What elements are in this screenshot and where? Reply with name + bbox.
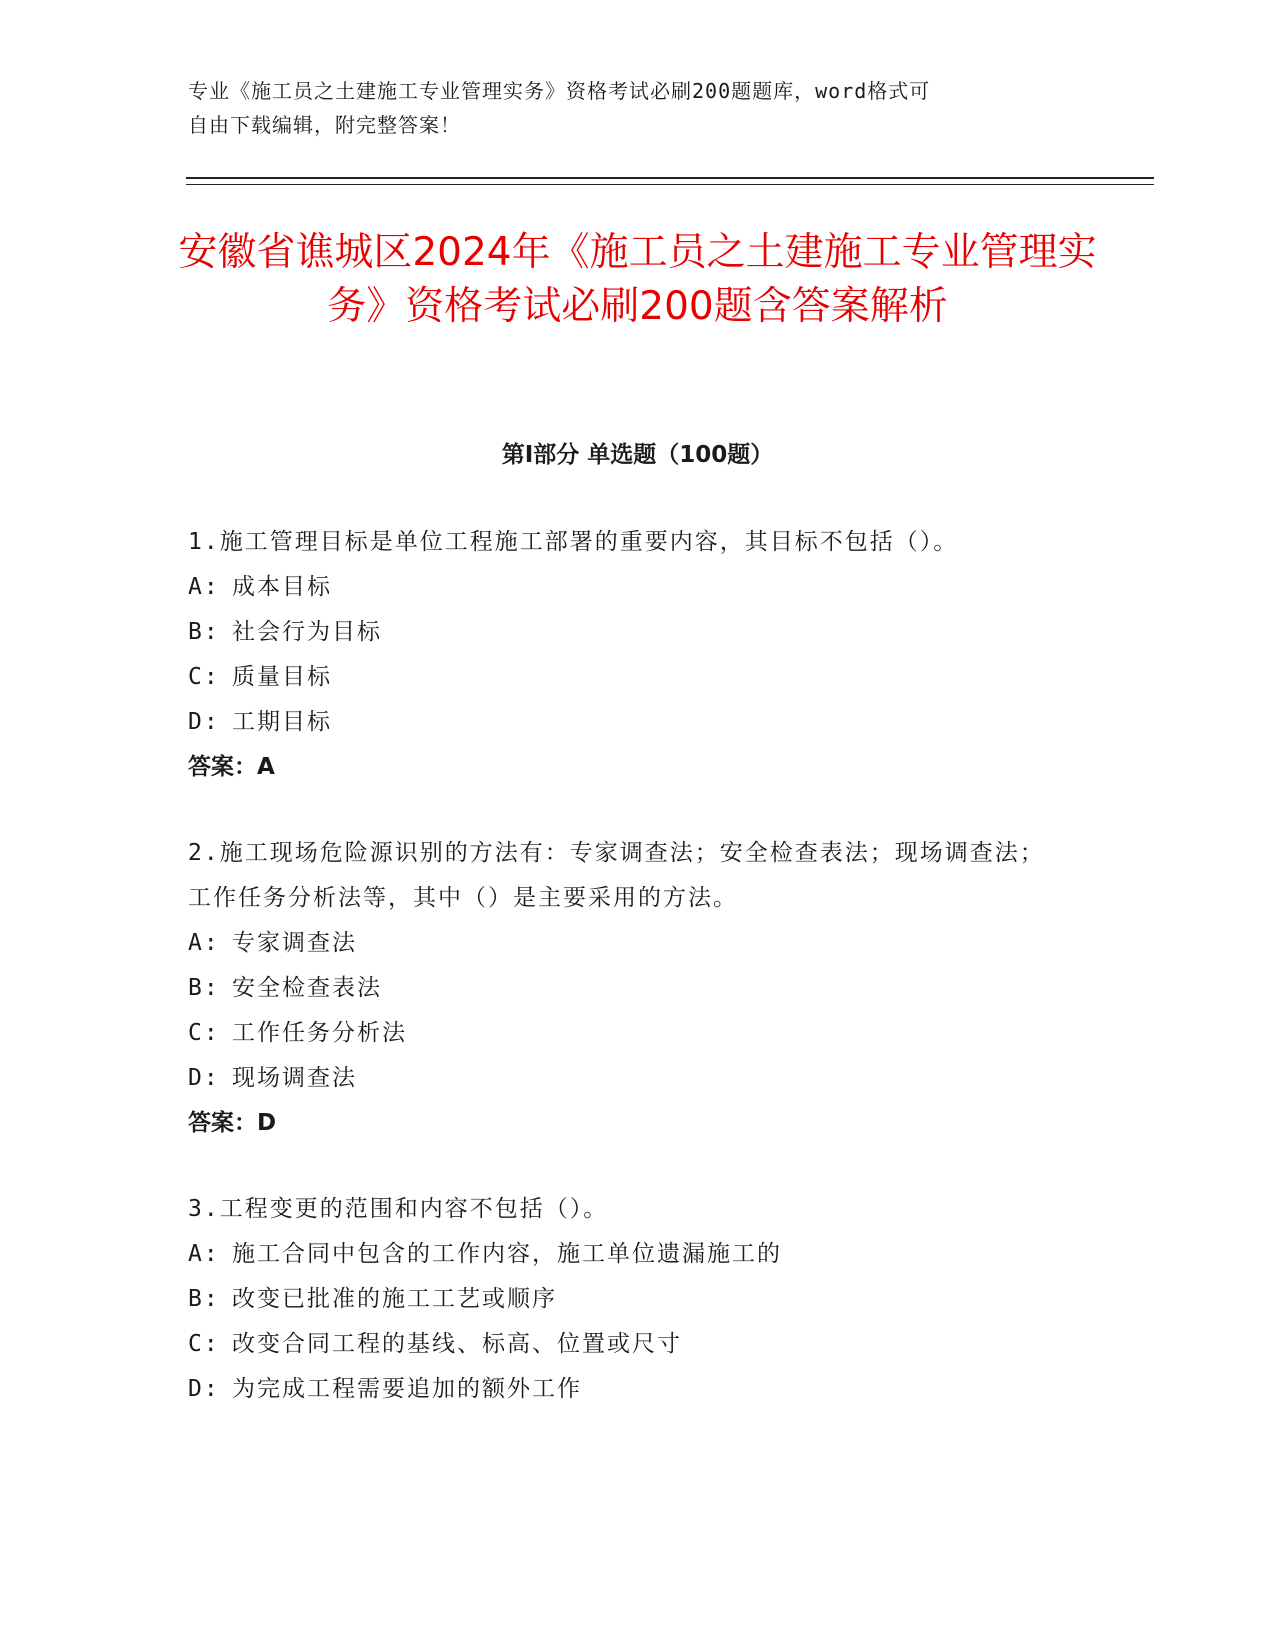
question-stem: 3.工程变更的范围和内容不包括（）。 <box>188 1196 609 1222</box>
option-key: A: <box>188 574 220 600</box>
option-d <box>188 1367 1068 1412</box>
option-b <box>188 1277 1068 1322</box>
option-key: C: <box>188 664 220 690</box>
option-text: 专家调查法 <box>232 930 357 956</box>
option-b <box>188 966 1068 1011</box>
option-text: 改变合同工程的基线、标高、位置或尺寸 <box>232 1331 682 1357</box>
option-a <box>188 1232 1068 1277</box>
question-item <box>188 831 1068 1146</box>
header-divider-thin <box>186 184 1154 185</box>
question-stem: 2.施工现场危险源识别的方法有：专家调查法；安全检查表法；现场调查法；工作任务分析法等，其中（）是主要采用的方法。 <box>188 840 1045 911</box>
answer-line: 答案：A <box>188 754 275 780</box>
option-text: 成本目标 <box>232 574 332 600</box>
option-key: C: <box>188 1331 220 1357</box>
option-text: 工作任务分析法 <box>232 1020 407 1046</box>
option-a <box>188 565 1068 610</box>
option-c <box>188 1011 1068 1056</box>
option-text: 现场调查法 <box>232 1065 357 1091</box>
question-item <box>188 1187 1068 1412</box>
option-b <box>188 610 1068 655</box>
document-title: 安徽省谯城区2024年《施工员之土建施工专业管理实务》资格考试必刷200题含答案解析 <box>178 230 1097 329</box>
header-divider-thick <box>186 177 1154 179</box>
option-text: 安全检查表法 <box>232 975 382 1001</box>
option-key: C: <box>188 1020 220 1046</box>
header-note-line-2: 自由下载编辑，附完整答案！ <box>188 113 461 137</box>
option-key: D: <box>188 709 220 735</box>
option-text: 施工合同中包含的工作内容，施工单位遗漏施工的 <box>232 1241 782 1267</box>
option-c <box>188 655 1068 700</box>
option-text: 社会行为目标 <box>232 619 382 645</box>
option-key: A: <box>188 930 220 956</box>
answer-line: 答案：D <box>188 1110 277 1136</box>
option-key: B: <box>188 975 220 1001</box>
question-list <box>188 520 1068 1453</box>
option-text: 工期目标 <box>232 709 332 735</box>
option-key: D: <box>188 1376 220 1402</box>
option-a <box>188 921 1068 966</box>
option-text: 改变已批准的施工工艺或顺序 <box>232 1286 557 1312</box>
option-c <box>188 1322 1068 1367</box>
option-d <box>188 700 1068 745</box>
option-text: 质量目标 <box>232 664 332 690</box>
option-key: B: <box>188 619 220 645</box>
header-note <box>188 74 1068 142</box>
option-d <box>188 1056 1068 1101</box>
option-key: A: <box>188 1241 220 1267</box>
option-key: D: <box>188 1065 220 1091</box>
option-text: 为完成工程需要追加的额外工作 <box>232 1376 582 1402</box>
section-title: 第I部分 单选题（100题） <box>501 442 774 468</box>
header-note-line-1: 专业《施工员之土建施工专业管理实务》资格考试必刷200题题库，word格式可 <box>188 79 931 103</box>
question-item <box>188 520 1068 790</box>
question-stem: 1.施工管理目标是单位工程施工部署的重要内容，其目标不包括（）。 <box>188 529 959 555</box>
option-key: B: <box>188 1286 220 1312</box>
